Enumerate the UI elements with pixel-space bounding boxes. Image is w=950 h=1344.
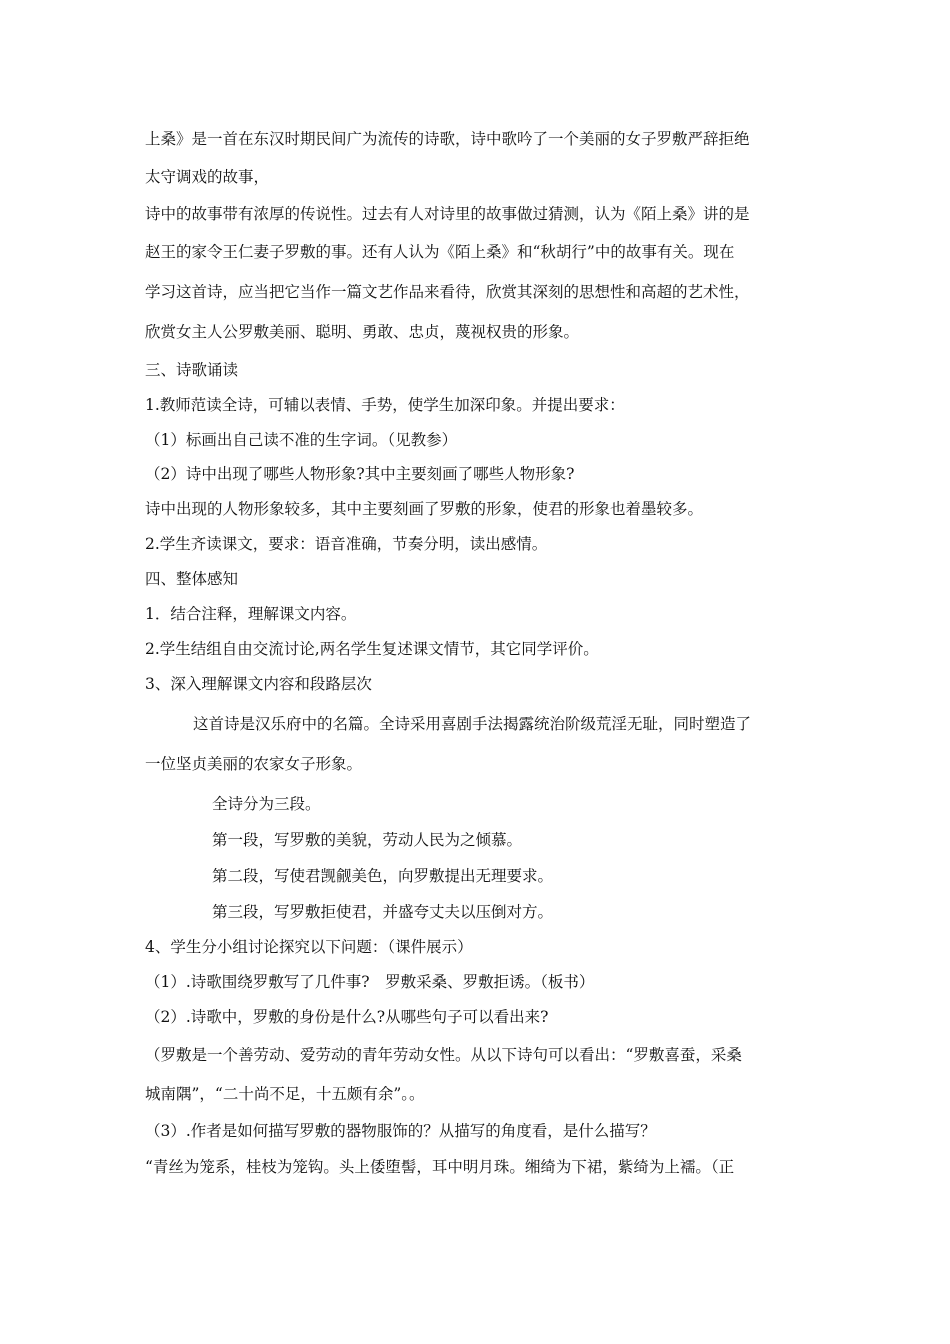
text-line: 学习这首诗，应当把它当作一篇文艺作品来看待，欣赏其深刻的思想性和高超的艺术性， (145, 283, 750, 301)
text-line: （1）.诗歌围绕罗敷写了几件事? 罗敷采桑、罗敷拒诱。（板书） (145, 973, 595, 991)
text-line: （2）诗中出现了哪些人物形象?其中主要刻画了哪些人物形象? (145, 465, 575, 483)
text-line: 4、学生分小组讨论探究以下问题：（课件展示） (145, 938, 473, 956)
text-line: 城南隅”，“二十尚不足，十五颇有余”。。 (145, 1085, 425, 1103)
text-line: 1．结合注释，理解课文内容。 (145, 605, 357, 623)
text-line: （1）标画出自己读不准的生字词。（见教参） (145, 431, 458, 449)
text-line: “青丝为笼系，桂枝为笼钩。头上倭堕髻，耳中明月珠。缃绮为下裙，紫绮为上襦。（正 (145, 1158, 735, 1176)
text-line: 第二段，写使君觊觎美色，向罗敷提出无理要求。 (212, 867, 554, 885)
text-line: 第一段，写罗敷的美貌，劳动人民为之倾慕。 (212, 831, 523, 849)
text-line: 全诗分为三段。 (212, 795, 321, 813)
text-line: 一位坚贞美丽的农家女子形象。 (145, 755, 363, 773)
text-line: 3、深入理解课文内容和段路层次 (145, 675, 372, 693)
text-line: 赵王的家令王仁妻子罗敷的事。还有人认为《陌上桑》和“秋胡行”中的故事有关。现在 (145, 243, 735, 261)
text-line: （3）.作者是如何描写罗敷的器物服饰的？从描写的角度看，是什么描写？ (145, 1122, 656, 1140)
text-line: 2.学生齐读课文，要求：语音准确，节奏分明，读出感情。 (145, 535, 548, 553)
text-line: 上桑》是一首在东汉时期民间广为流传的诗歌，诗中歌吟了一个美丽的女子罗敷严辞拒绝 (145, 130, 750, 148)
text-line: 欣赏女主人公罗敷美丽、聪明、勇敢、忠贞，蔑视权贵的形象。 (145, 323, 580, 341)
section-heading: 三、诗歌诵读 (145, 361, 239, 379)
text-line: 诗中出现的人物形象较多，其中主要刻画了罗敷的形象，使君的形象也着墨较多。 (145, 500, 704, 518)
text-line: （罗敷是一个善劳动、爱劳动的青年劳动女性。从以下诗句可以看出：“罗敷喜蚕，采桑 (145, 1046, 742, 1064)
section-heading: 四、整体感知 (145, 570, 239, 588)
text-line: 这首诗是汉乐府中的名篇。全诗采用喜剧手法揭露统治阶级荒淫无耻，同时塑造了 (193, 715, 752, 733)
text-line: 1.教师范读全诗，可辅以表情、手势，使学生加深印象。并提出要求： (145, 396, 625, 414)
text-line: 诗中的故事带有浓厚的传说性。过去有人对诗里的故事做过猜测，认为《陌上桑》讲的是 (145, 205, 750, 223)
text-line: 2.学生结组自由交流讨论,两名学生复述课文情节，其它同学评价。 (145, 640, 599, 658)
text-line: （2）.诗歌中，罗敷的身份是什么?从哪些句子可以看出来? (145, 1008, 549, 1026)
text-line: 太守调戏的故事， (145, 168, 270, 186)
text-line: 第三段，写罗敷拒使君，并盛夸丈夫以压倒对方。 (212, 903, 554, 921)
